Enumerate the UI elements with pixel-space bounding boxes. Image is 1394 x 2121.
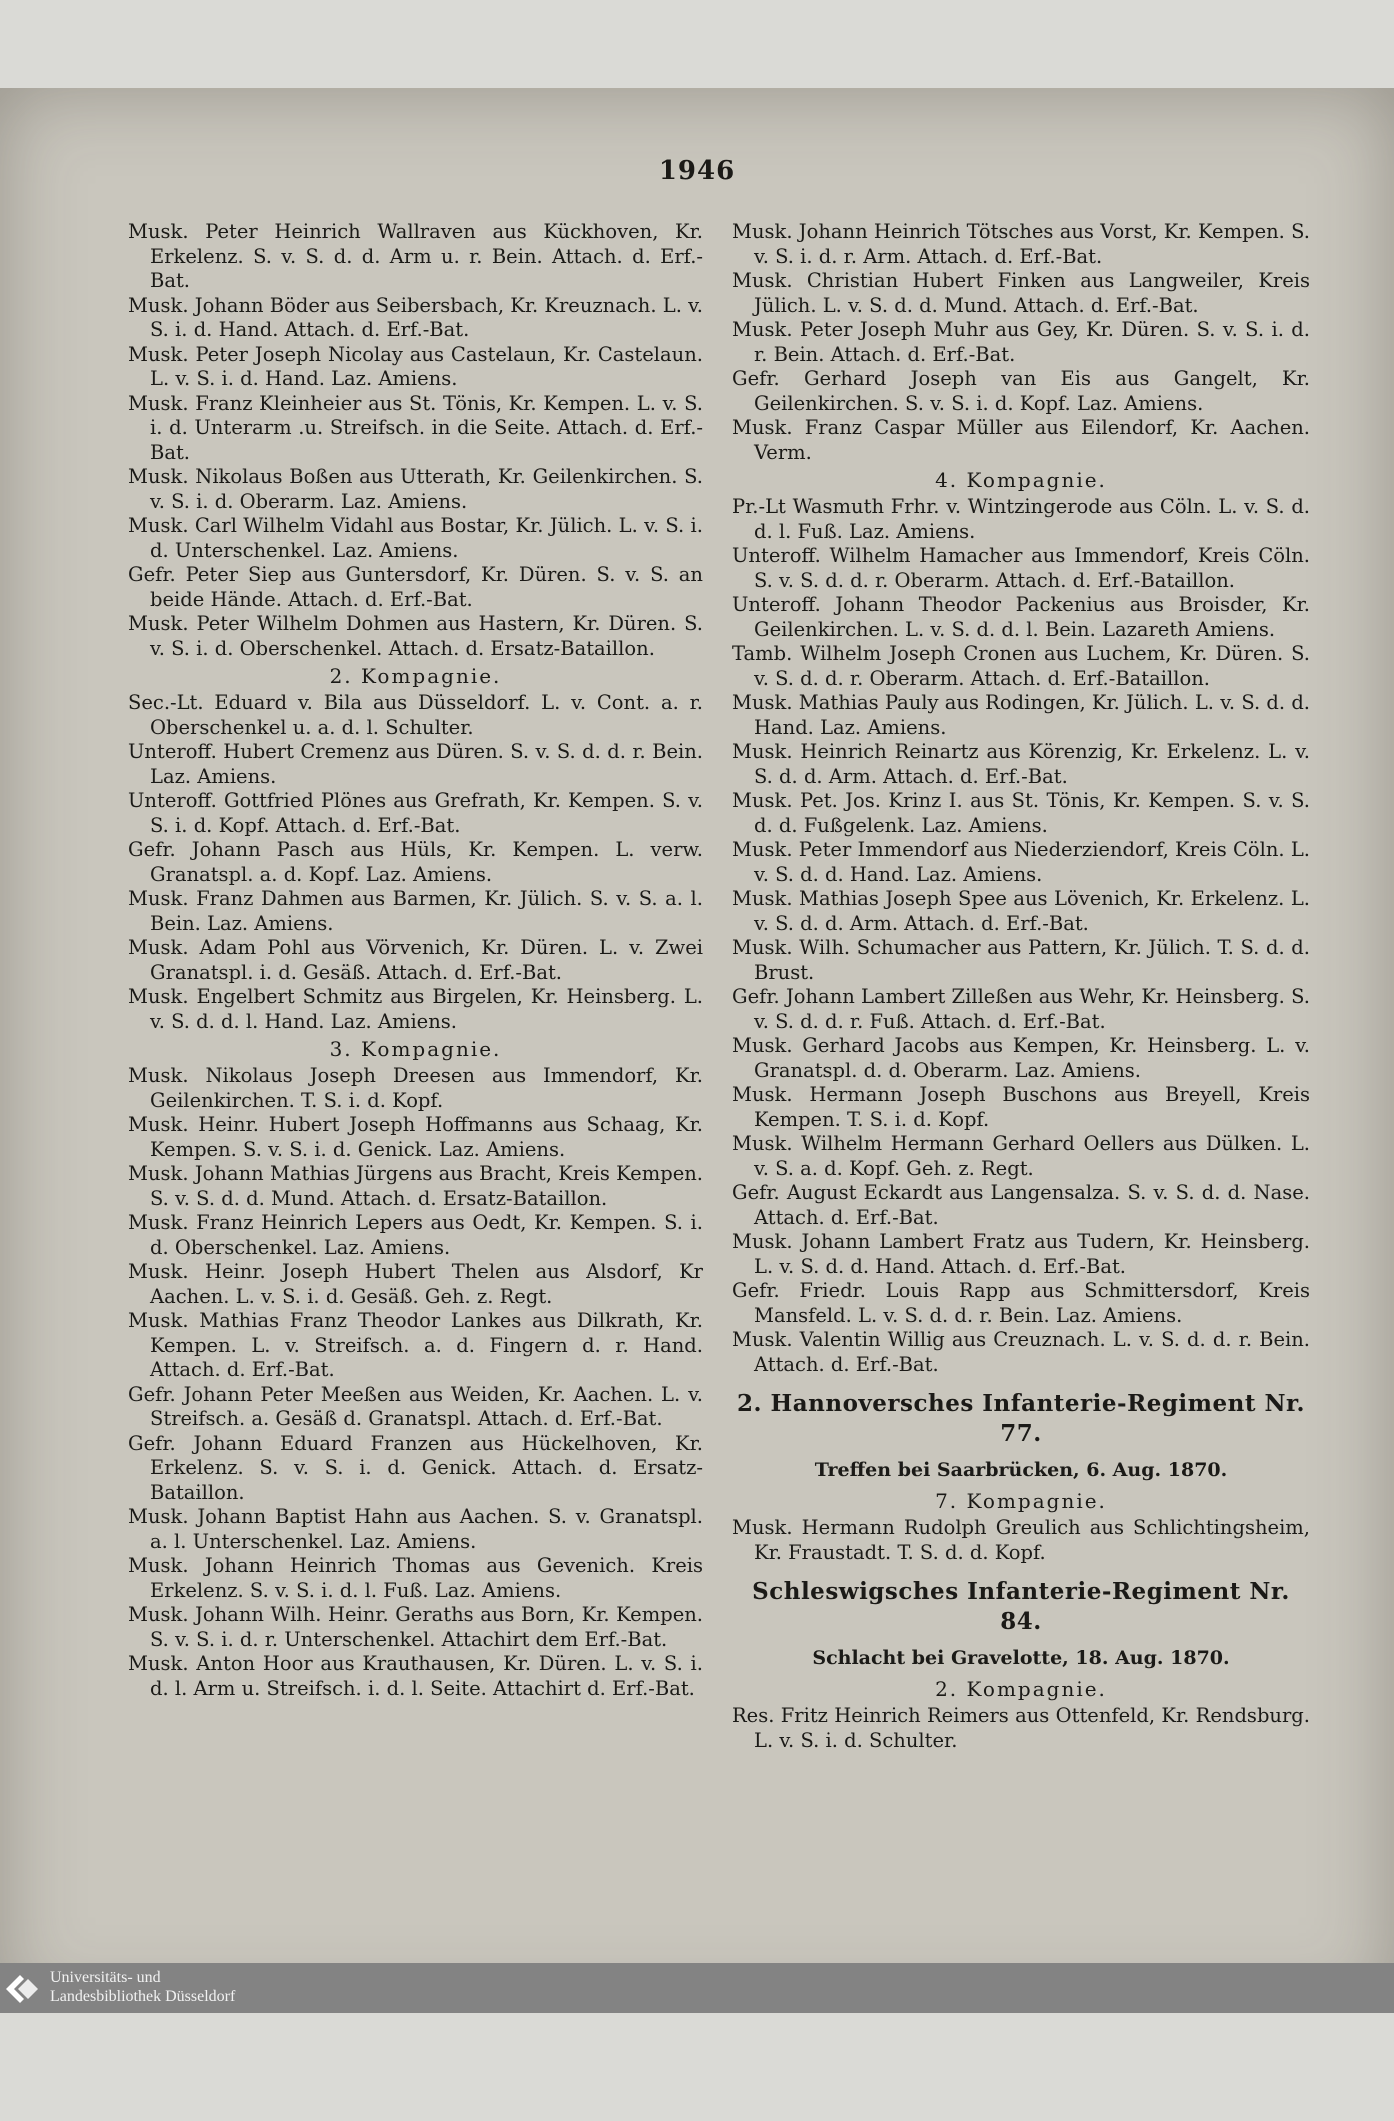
list-item: Musk. Carl Wilhelm Vidahl aus Bostar, Kr. Jülich. L. v. S. i. d. Unterschenkel. Laz. Amiens. — [128, 514, 703, 562]
list-item: Musk. Peter Immendorf aus Niederziendorf, Kreis Cöln. L. v. S. d. d. Hand. Laz. Amiens. — [732, 838, 1310, 886]
list-item: Musk. Peter Wilhelm Dohmen aus Hastern, Kr. Düren. S. v. S. i. d. Oberschenkel. Attach. d. Ersatz-Bataillon. — [128, 612, 703, 660]
regiment-77-list — [732, 1516, 1310, 1565]
list-item: Musk. Anton Hoor aus Krauthausen, Kr. Düren. L. v. S. i. d. l. Arm u. Streifsch. i. d. l. Seite. Attachirt d. Erf.-Bat. — [128, 1652, 703, 1700]
list-item: Musk. Franz Heinrich Lepers aus Oedt, Kr. Kempen. S. i. d. Oberschenkel. Laz. Amiens. — [128, 1211, 703, 1259]
company3-list — [128, 1064, 703, 1701]
list-item: Musk. Mathias Franz Theodor Lankes aus Dilkrath, Kr. Kempen. L. v. Streifsch. a. d. Fingern d. r. Hand. Attach. d. Erf.-Bat. — [128, 1309, 703, 1381]
list-item: Musk. Heinrich Reinartz aus Körenzig, Kr. Erkelenz. L. v. S. d. d. Arm. Attach. d. Erf.-Bat. — [732, 740, 1310, 788]
list-item: Gefr. Friedr. Louis Rapp aus Schmittersdorf, Kreis Mansfeld. L. v. S. d. d. r. Bein. Laz. Amiens. — [732, 1279, 1310, 1327]
page-number: 1946 — [658, 156, 736, 186]
list-item: Gefr. Johann Eduard Franzen aus Hückelhoven, Kr. Erkelenz. S. v. S. i. d. Genick. Attach. d. Ersatz-Bataillon. — [128, 1431, 703, 1504]
list-item: Musk. Hermann Rudolph Greulich aus Schlichtingsheim, Kr. Fraustadt. T. S. d. d. Kopf. — [732, 1516, 1310, 1564]
list-item: Gefr. Johann Pasch aus Hüls, Kr. Kempen. L. verw. Granatspl. a. d. Kopf. Laz. Amiens. — [128, 838, 703, 886]
list-item: Musk. Johann Mathias Jürgens aus Bracht, Kreis Kempen. S. v. S. d. d. Mund. Attach. d. Ersatz-Bataillon. — [128, 1162, 703, 1210]
company2-heading: 2. Kompagnie. — [329, 664, 502, 688]
company3-continued-list — [732, 220, 1310, 465]
library-name-line1: Universitäts- und — [50, 1969, 161, 1986]
list-item: Gefr. August Eckardt aus Langensalza. S. v. S. d. d. Nase. Attach. d. Erf.-Bat. — [732, 1181, 1310, 1229]
list-item: Musk. Heinr. Joseph Hubert Thelen aus Alsdorf, Kr Aachen. L. v. S. i. d. Gesäß. Geh. z. Regt. — [128, 1260, 703, 1308]
library-name — [50, 1968, 235, 2006]
list-item: Unteroff. Wilhelm Hamacher aus Immendorf, Kreis Cöln. S. v. S. d. d. r. Oberarm. Attach. d. Erf.-Bataillon. — [732, 544, 1310, 592]
library-footer-bar — [0, 1963, 1394, 2013]
list-item: Sec.-Lt. Eduard v. Bila aus Düsseldorf. L. v. Cont. a. r. Oberschenkel u. a. d. l. Schulter. — [128, 691, 703, 739]
right-column — [732, 220, 1310, 1753]
list-item: Musk. Franz Dahmen aus Barmen, Kr. Jülich. S. v. S. a. l. Bein. Laz. Amiens. — [128, 887, 703, 935]
scanned-page — [0, 88, 1394, 2013]
company4-list — [732, 495, 1310, 1377]
list-item: Musk. Franz Caspar Müller aus Eilendorf, Kr. Aachen. Verm. — [732, 416, 1310, 464]
ulb-logo-icon — [2, 1971, 42, 2007]
list-item: Musk. Gerhard Jacobs aus Kempen, Kr. Heinsberg. L. v. Granatspl. d. d. Oberarm. Laz. Amiens. — [732, 1034, 1310, 1082]
regiment-84-list — [732, 1704, 1310, 1753]
list-item: Musk. Adam Pohl aus Vörvenich, Kr. Düren. L. v. Zwei Granatspl. i. d. Gesäß. Attach. d. Erf.-Bat. — [128, 936, 703, 984]
list-item: Musk. Peter Joseph Muhr aus Gey, Kr. Düren. S. v. S. i. d. r. Bein. Attach. d. Erf.-Bat. — [732, 318, 1310, 366]
list-item: Musk. Valentin Willig aus Creuznach. L. v. S. d. d. r. Bein. Attach. d. Erf.-Bat. — [732, 1328, 1310, 1376]
list-item: Gefr. Johann Peter Meeßen aus Weiden, Kr. Aachen. L. v. Streifsch. a. Gesäß d. Granatspl. Attach. d. Erf.-Bat. — [128, 1382, 703, 1430]
list-item: Musk. Nikolaus Boßen aus Utterath, Kr. Geilenkirchen. S. v. S. i. d. Oberarm. Laz. Amiens. — [128, 465, 703, 513]
list-item: Musk. Wilhelm Hermann Gerhard Oellers aus Dülken. L. v. S. a. d. Kopf. Geh. z. Regt. — [732, 1132, 1310, 1180]
list-item: Gefr. Gerhard Joseph van Eis aus Gangelt, Kr. Geilenkirchen. S. v. S. i. d. Kopf. Laz. Amiens. — [732, 367, 1310, 415]
list-item: Tamb. Wilhelm Joseph Cronen aus Luchem, Kr. Düren. S. v. S. d. d. r. Oberarm. Attach. d. Erf.-Bataillon. — [732, 642, 1310, 690]
list-item: Musk. Johann Heinrich Tötsches aus Vorst, Kr. Kempen. S. v. S. i. d. r. Arm. Attach. d. Erf.-Bat. — [732, 220, 1310, 268]
list-item: Musk. Hermann Joseph Buschons aus Breyell, Kreis Kempen. T. S. i. d. Kopf. — [732, 1083, 1310, 1131]
list-item: Musk. Pet. Jos. Krinz I. aus St. Tönis, Kr. Kempen. S. v. S. d. d. Fußgelenk. Laz. Amiens. — [732, 789, 1310, 837]
regiment-84-company-heading: 2. Kompagnie. — [935, 1677, 1107, 1701]
company2-list — [128, 691, 703, 1034]
list-item: Musk. Mathias Joseph Spee aus Lövenich, Kr. Erkelenz. L. v. S. d. d. Arm. Attach. d. Erf.-Bat. — [732, 887, 1310, 935]
company1-list — [128, 220, 703, 661]
regiment-77-battle: Treffen bei Saarbrücken, 6. Aug. 1870. — [814, 1459, 1228, 1481]
list-item: Unteroff. Johann Theodor Packenius aus Broisder, Kr. Geilenkirchen. L. v. S. d. d. l. Bein. Lazareth Amiens. — [732, 593, 1310, 641]
regiment-77-title: 2. Hannoversches Infanterie-Regiment Nr. 77. — [736, 1390, 1306, 1447]
list-item: Musk. Johann Lambert Fratz aus Tudern, Kr. Heinsberg. L. v. S. d. d. Hand. Attach. d. Erf.-Bat. — [732, 1230, 1310, 1278]
regiment-77-company-heading: 7. Kompagnie. — [935, 1489, 1107, 1513]
list-item: Gefr. Johann Lambert Zilleßen aus Wehr, Kr. Heinsberg. S. v. S. d. d. r. Fuß. Attach. d. Erf.-Bat. — [732, 985, 1310, 1033]
list-item: Musk. Engelbert Schmitz aus Birgelen, Kr. Heinsberg. L. v. S. d. d. l. Hand. Laz. Amiens. — [128, 985, 703, 1033]
list-item: Gefr. Peter Siep aus Guntersdorf, Kr. Düren. S. v. S. an beide Hände. Attach. d. Erf.-Bat. — [128, 563, 703, 611]
list-item: Musk. Franz Kleinheier aus St. Tönis, Kr. Kempen. L. v. S. i. d. Unterarm .u. Streifsch. in die Seite. Attach. d. Erf.-Bat. — [128, 391, 703, 464]
list-item: Musk. Christian Hubert Finken aus Langweiler, Kreis Jülich. L. v. S. d. d. Mund. Attach. d. Erf.-Bat. — [732, 269, 1310, 317]
list-item: Musk. Heinr. Hubert Joseph Hoffmanns aus Schaag, Kr. Kempen. S. v. S. i. d. Genick. Laz. Amiens. — [128, 1113, 703, 1161]
list-item: Musk. Johann Heinrich Thomas aus Gevenich. Kreis Erkelenz. S. v. S. i. d. l. Fuß. Laz. Amiens. — [128, 1554, 703, 1602]
list-item: Musk. Wilh. Schumacher aus Pattern, Kr. Jülich. T. S. d. d. Brust. — [732, 936, 1310, 984]
list-item: Musk. Johann Böder aus Seibersbach, Kr. Kreuznach. L. v. S. i. d. Hand. Attach. d. Erf.-Bat. — [128, 293, 703, 341]
list-item: Musk. Johann Wilh. Heinr. Geraths aus Born, Kr. Kempen. S. v. S. i. d. r. Unterschenkel. Attachirt dem Erf.-Bat. — [128, 1603, 703, 1651]
list-item: Musk. Peter Joseph Nicolay aus Castelaun, Kr. Castelaun. L. v. S. i. d. Hand. Laz. Amiens. — [128, 342, 703, 390]
list-item: Musk. Peter Heinrich Wallraven aus Kückhoven, Kr. Erkelenz. S. v. S. d. d. Arm u. r. Bein. Attach. d. Erf.-Bat. — [128, 220, 703, 292]
company4-heading: 4. Kompagnie. — [935, 468, 1107, 492]
list-item: Unteroff. Hubert Cremenz aus Düren. S. v. S. d. d. r. Bein. Laz. Amiens. — [128, 740, 703, 788]
list-item: Unteroff. Gottfried Plönes aus Grefrath, Kr. Kempen. S. v. S. i. d. Kopf. Attach. d. Erf.-Bat. — [128, 789, 703, 837]
list-item: Res. Fritz Heinrich Reimers aus Ottenfeld, Kr. Rendsburg. L. v. S. i. d. Schulter. — [732, 1704, 1310, 1752]
list-item: Musk. Mathias Pauly aus Rodingen, Kr. Jülich. L. v. S. d. d. Hand. Laz. Amiens. — [732, 691, 1310, 739]
company3-heading: 3. Kompagnie. — [329, 1037, 502, 1061]
library-name-line2: Landesbibliothek Düsseldorf — [50, 1988, 236, 2005]
list-item: Pr.-Lt Wasmuth Frhr. v. Wintzingerode aus Cöln. L. v. S. d. d. l. Fuß. Laz. Amiens. — [732, 495, 1310, 543]
regiment-84-title: Schleswigsches Infanterie-Regiment Nr. 84. — [752, 1578, 1290, 1635]
regiment-84-battle: Schlacht bei Gravelotte, 18. Aug. 1870. — [812, 1647, 1230, 1669]
list-item: Musk. Johann Baptist Hahn aus Aachen. S. v. Granatspl. a. l. Unterschenkel. Laz. Amiens. — [128, 1505, 703, 1553]
list-item: Musk. Nikolaus Joseph Dreesen aus Immendorf, Kr. Geilenkirchen. T. S. i. d. Kopf. — [128, 1064, 703, 1112]
left-column — [128, 220, 703, 1701]
